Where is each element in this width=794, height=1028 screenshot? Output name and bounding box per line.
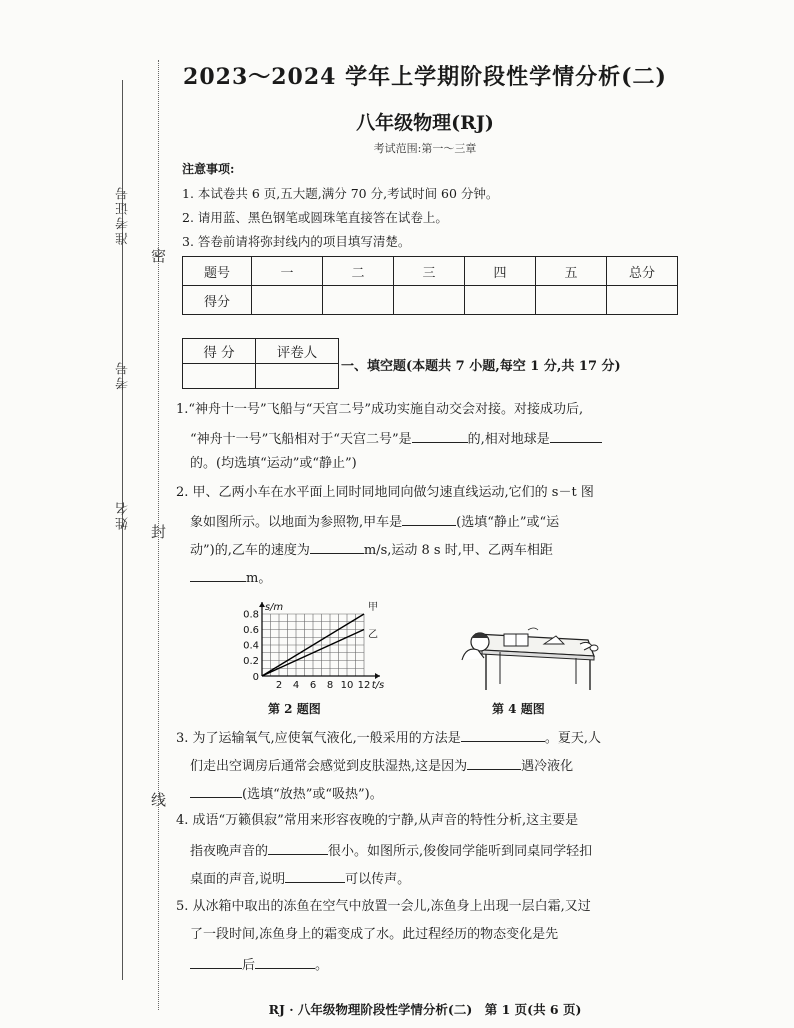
desk-illustration — [440, 612, 600, 692]
score-cell-label: 题号 — [183, 257, 252, 286]
y-tick-label: 0.6 — [243, 625, 259, 636]
fig2-caption: 第 2 题图 — [268, 702, 321, 716]
q3-text-d: 遇冷液化 — [521, 759, 574, 774]
q2-blank-3[interactable] — [190, 569, 246, 582]
q5-line3 — [190, 956, 328, 973]
q4-text-a: 指夜晚声音的 — [190, 844, 269, 859]
margin-name-label: 姓名 — [116, 500, 131, 530]
x-tick-label: 12 — [357, 680, 371, 691]
note-item: 3. 答卷前请将弥封线内的项目填写清楚。 — [182, 234, 411, 249]
q4-text-c: 桌面的声音,说明 — [190, 872, 286, 887]
q2-text-d: m/s,运动 8 s 时,甲、乙两车相距 — [363, 543, 553, 558]
score-input-cell[interactable] — [252, 286, 323, 315]
score-input-cell[interactable] — [323, 286, 394, 315]
q2-text-c: 动”)的,乙车的速度为 — [190, 543, 310, 558]
q1-text-a: “神舟十一号”飞船相对于“天宫二号”是 — [190, 432, 412, 447]
score-input-cell[interactable] — [465, 286, 536, 315]
margin-exam-number-label: 准考证号 — [116, 185, 131, 245]
score-cell: 一 — [252, 257, 323, 286]
paper-title: 2023～2024 学年上学期阶段性学情分析(二) — [183, 64, 667, 90]
seal-char-xian: 线 — [149, 792, 167, 807]
score-table-score-row — [183, 286, 678, 315]
q4-blank-2[interactable] — [285, 870, 345, 883]
score-cell-total: 总分 — [607, 257, 678, 286]
q1-blank-2[interactable] — [550, 430, 602, 443]
series-label: 甲 — [368, 602, 378, 613]
st-chart — [230, 598, 400, 696]
q1-blank-1[interactable] — [412, 430, 468, 443]
x-tick-label: 10 — [340, 680, 354, 691]
q2-line2 — [190, 513, 559, 530]
score-input-cell[interactable] — [536, 286, 607, 315]
grader-score-label: 得 分 — [183, 339, 256, 364]
seal-char-mi: 密 — [149, 248, 167, 263]
q4-line2 — [190, 842, 592, 859]
q4-blank-1[interactable] — [268, 842, 328, 855]
q2-text-a: 象如图所示。以地面为参照物,甲车是 — [190, 515, 403, 530]
exam-scope: 考试范围:第一～三章 — [373, 142, 477, 155]
x-axis-arrow — [375, 673, 380, 679]
q4-text-d: 可以传声。 — [345, 872, 411, 887]
score-cell: 四 — [465, 257, 536, 286]
q3-text-e: (选填“放热”或“吸热”)。 — [242, 787, 383, 802]
score-row-label: 得分 — [183, 286, 252, 315]
origin-label: 0 — [252, 672, 259, 683]
q3-blank-1[interactable] — [461, 729, 545, 742]
score-table — [182, 256, 678, 315]
q3-text-a: 3. 为了运输氧气,应使氧气液化,一般采用的方法是 — [176, 731, 461, 746]
q2-line4 — [190, 569, 271, 586]
grader-table — [182, 338, 339, 389]
note-item: 1. 本试卷共 6 页,五大题,满分 70 分,考试时间 60 分钟。 — [182, 186, 499, 201]
score-table-header-row — [183, 257, 678, 286]
notes-title: 注意事项: — [182, 162, 235, 176]
y-tick-label: 0.8 — [243, 609, 259, 621]
q4-line3 — [190, 870, 410, 887]
page-footer: RJ · 八年级物理阶段性学情分析(二) 第 1 页(共 6 页) — [268, 1002, 582, 1017]
x-tick-label: 2 — [275, 680, 283, 691]
q5-blank-2[interactable] — [255, 956, 315, 969]
q4-line1: 4. 成语“万籁俱寂”常用来形容夜晚的宁静,从声音的特性分析,这主要是 — [176, 813, 579, 828]
q5-text-b: 。 — [315, 958, 329, 973]
score-cell: 五 — [536, 257, 607, 286]
q5-blank-1[interactable] — [190, 956, 242, 969]
q1-line2 — [190, 430, 602, 447]
y-axis-label: s/m — [264, 602, 284, 613]
x-tick-label: 8 — [326, 680, 334, 691]
x-tick-label: 4 — [292, 680, 300, 691]
q1-line1: 1.“神舟十一号”飞船与“天宫二号”成功实施自动交会对接。对接成功后, — [176, 402, 584, 417]
q5-text-a: 后 — [242, 958, 256, 973]
q2-blank-1[interactable] — [402, 513, 456, 526]
q1-text-b: 的,相对地球是 — [467, 432, 550, 447]
q5-line1: 5. 从冰箱中取出的冻鱼在空气中放置一会儿,冻鱼身上出现一层白霜,又过 — [176, 899, 591, 914]
score-cell: 三 — [394, 257, 465, 286]
q3-line2 — [190, 757, 573, 774]
score-input-cell[interactable] — [607, 286, 678, 315]
q2-blank-2[interactable] — [310, 541, 364, 554]
q2-text-e: m。 — [246, 571, 272, 586]
q1-line3: 的。(均选填“运动”或“静止”) — [190, 456, 357, 471]
margin-seat-label: 考号 — [116, 360, 131, 390]
x-tick-label: 6 — [309, 680, 317, 691]
q4-text-b: 很小。如图所示,俊俊同学能听到同桌同学轻扣 — [328, 844, 593, 859]
q5-line2: 了一段时间,冻鱼身上的霜变成了水。此过程经历的物态变化是先 — [190, 927, 559, 942]
q2-text-b: (选填“静止”或“运 — [456, 515, 560, 530]
paper-subtitle: 八年级物理(RJ) — [356, 112, 494, 134]
q3-blank-2[interactable] — [467, 757, 521, 770]
series-label: 乙 — [368, 629, 378, 641]
fig4-caption: 第 4 题图 — [492, 702, 545, 716]
q3-blank-3[interactable] — [190, 785, 242, 798]
x-axis-label: t/s — [371, 680, 385, 691]
grader-name-label: 评卷人 — [256, 339, 339, 364]
q3-line1 — [176, 729, 601, 746]
q2-line1: 2. 甲、乙两小车在水平面上同时同地同向做匀速直线运动,它们的 s－t 图 — [176, 485, 594, 500]
score-input-cell[interactable] — [394, 286, 465, 315]
q3-line3 — [190, 785, 383, 802]
q3-text-b: 。夏天,人 — [544, 731, 601, 746]
score-cell: 二 — [323, 257, 394, 286]
seal-char-feng: 封 — [149, 524, 167, 539]
y-tick-label: 0.4 — [243, 640, 259, 652]
q3-text-c: 们走出空调房后通常会感觉到皮肤湿热,这是因为 — [190, 759, 468, 774]
grader-score-cell[interactable] — [183, 364, 256, 389]
note-item: 2. 请用蓝、黑色钢笔或圆珠笔直接答在试卷上。 — [182, 210, 448, 225]
y-tick-label: 0.2 — [243, 656, 259, 667]
q2-line3 — [190, 541, 553, 558]
grader-name-cell[interactable] — [256, 364, 339, 389]
section-title: 一、填空题(本题共 7 小题,每空 1 分,共 17 分) — [341, 359, 621, 374]
